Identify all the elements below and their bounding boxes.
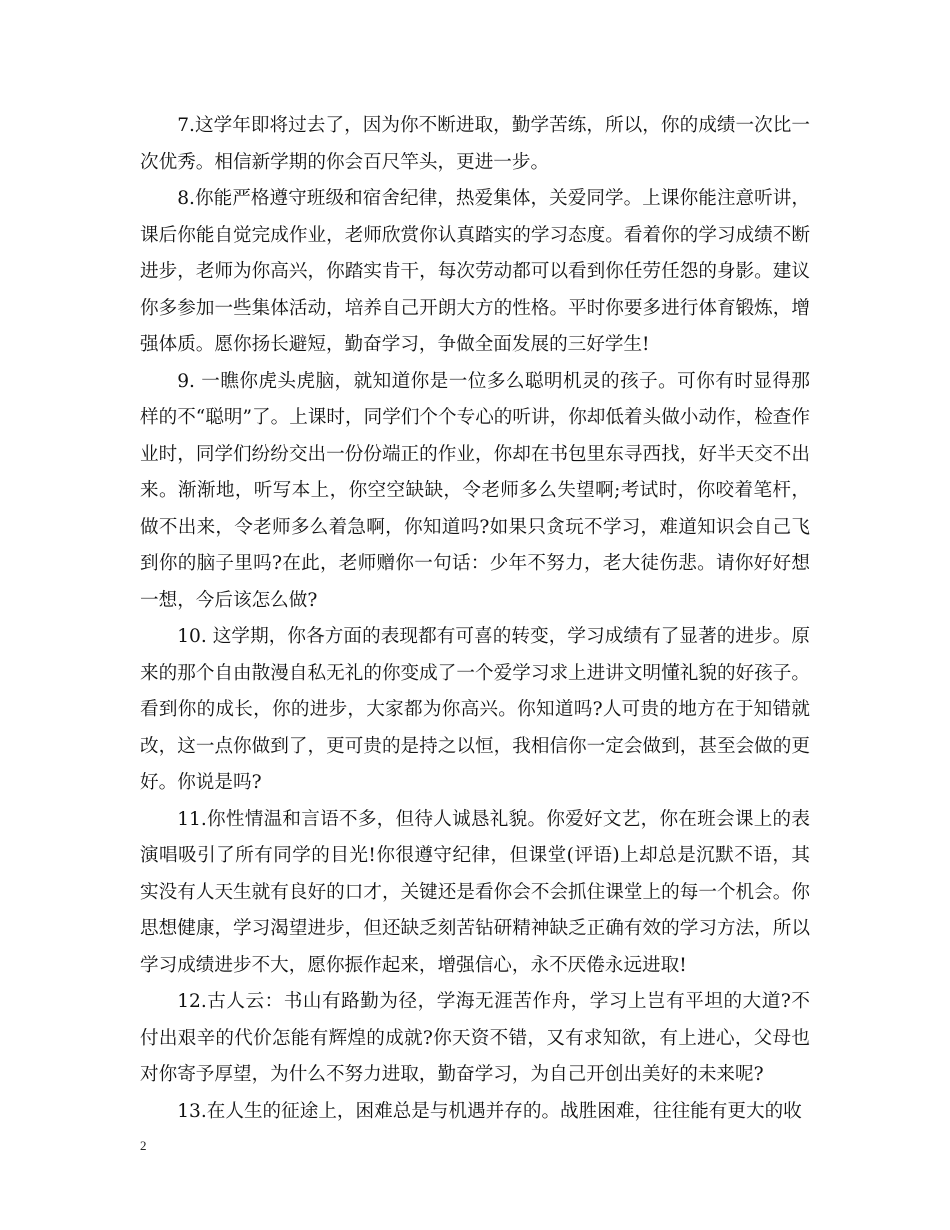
- paragraph-12: 12.古人云：书山有路勤为径，学海无涯苦作舟，学习上岂有平坦的大道?不付出艰辛的代价怎能有辉煌的成就?你天资不错，又有求知欲，有上进心，父母也对你寄予厚望，为什么不努力进取，勤奋学习，为自己开创出美好的未来呢?: [140, 991, 810, 1085]
- paragraph-11: 11.你性情温和言语不多，但待人诚恳礼貌。你爱好文艺，你在班会课上的表演唱吸引了所有同学的目光!你很遵守纪律，但课堂(评语)上却总是沉默不语，其实没有人天生就有良好的口才，关键还是看你会不会抓住课堂上的每一个机会。你思想健康，学习渴望进步，但还缺乏刻苦钻研精神缺乏正确有效的学习方法，所以学习成绩进步不大，愿你振作起来，增强信心，永不厌倦永远进取!: [140, 808, 810, 976]
- paragraph-7: 7.这学年即将过去了，因为你不断进取，勤学苦练，所以，你的成绩一次比一次优秀。相信新学期的你会百尺竿头，更进一步。: [140, 115, 810, 173]
- paragraph-9: 9. 一瞧你虎头虎脑，就知道你是一位多么聪明机灵的孩子。可你有时显得那样的不“聪明”了。上课时，同学们个个专心的听讲，你却低着头做小动作，检查作业时，同学们纷纷交出一份份端正的作业，你却在书包里东寻西找，好半天交不出来。渐渐地，听写本上，你空空缺缺，令老师多么失望啊;考试时，你咬着笔杆，做不出来，令老师多么着急啊，你知道吗?如果只贪玩不学习，难道知识会自己飞到你的脑子里吗?在此，老师赠你一句话：少年不努力，老大徒伤悲。请你好好想一想，今后该怎么做?: [140, 370, 810, 611]
- document-body: [140, 108, 810, 1130]
- paragraph-13: 13.在人生的征途上，困难总是与机遇并存的。战胜困难，往往能有更大的收: [177, 1100, 802, 1122]
- page-number: 2: [140, 1138, 147, 1153]
- paragraph-8: 8.你能严格遵守班级和宿舍纪律，热爱集体，关爱同学。上课你能注意听讲，课后你能自觉完成作业，老师欣赏你认真踏实的学习态度。看着你的学习成绩不断进步，老师为你高兴，你踏实肯干，每次劳动都可以看到你任劳任怨的身影。建议你多参加一些集体活动，培养自己开朗大方的性格。平时你要多进行体育锻炼，增强体质。愿你扬长避短，勤奋学习，争做全面发展的三好学生!: [140, 188, 810, 355]
- paragraph-10: 10. 这学期，你各方面的表现都有可喜的转变，学习成绩有了显著的进步。原来的那个自由散漫自私无礼的你变成了一个爱学习求上进讲文明懂礼貌的好孩子。看到你的成长，你的进步，大家都为你高兴。你知道吗?人可贵的地方在于知错就改，这一点你做到了，更可贵的是持之以恒，我相信你一定会做到，甚至会做的更好。你说是吗?: [140, 626, 810, 793]
